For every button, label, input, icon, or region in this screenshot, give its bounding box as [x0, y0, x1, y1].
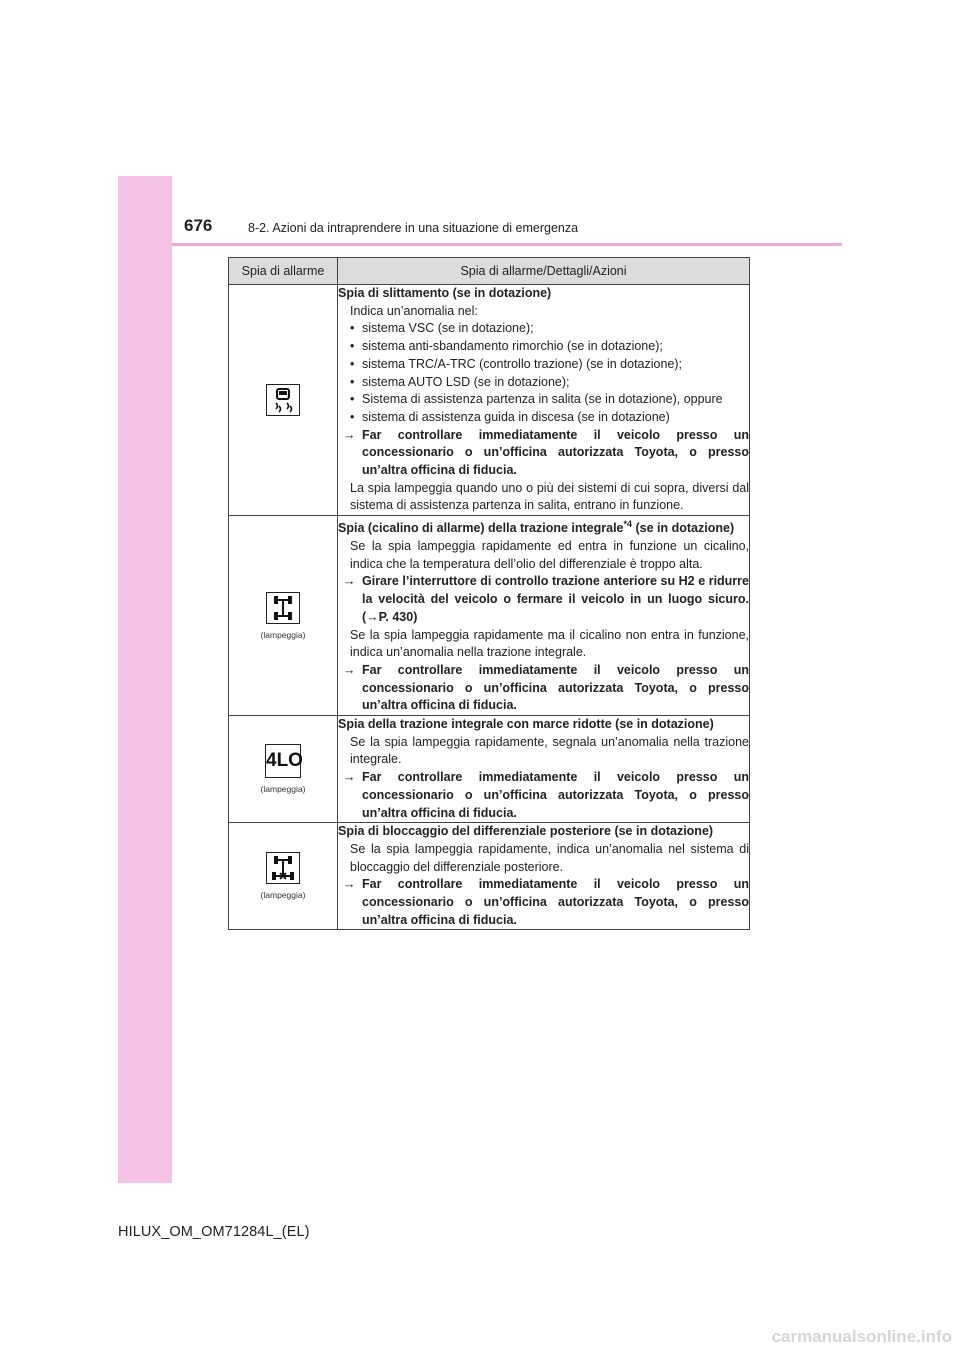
list-item: • sistema AUTO LSD (se in dotazione);: [350, 374, 749, 392]
icon-cell: [229, 716, 338, 823]
arrow-icon: →: [343, 662, 356, 677]
header-rule: [172, 243, 842, 246]
table-row: [229, 285, 750, 516]
warning-description: Indica un’anomalia nel:: [350, 303, 478, 318]
column-header-light: Spia di allarme: [229, 258, 338, 285]
action-item: [338, 876, 749, 929]
action-text: Far controllare immediatamente il veicolo presso un concessionario o un’officina autorizzata Toyota, o presso un’altra officina di fiducia.: [362, 877, 749, 927]
blink-label: (lampeggia): [260, 784, 306, 795]
footnote-ref: *4: [623, 519, 633, 530]
action-text: Far controllare immediatamente il veicolo presso un concessionario o un’officina autorizzata Toyota, o presso un’altra officina di fiducia.: [362, 427, 749, 478]
arrow-icon: →: [343, 427, 356, 442]
page-number: 676: [184, 216, 213, 235]
table-row: [229, 823, 750, 930]
list-item: • sistema VSC (se in dotazione);: [350, 320, 749, 338]
details-cell: [338, 716, 750, 823]
warning-title: Spia di slittamento (se in dotazione): [338, 286, 552, 300]
rear-diff-lock-icon: [266, 852, 300, 884]
warning-title: Spia della trazione integrale con marce ridotte (se in dotazione): [338, 717, 714, 732]
warning-title: [338, 516, 749, 538]
blink-label: (lampeggia): [260, 629, 306, 640]
column-header-details: Spia di allarme/Dettagli/Azioni: [338, 258, 750, 285]
4lo-indicator-icon: 4LO: [265, 744, 301, 778]
arrow-icon: →: [343, 574, 356, 589]
section-title: 8-2. Azioni da intraprendere in una situazione di emergenza: [248, 221, 579, 235]
action-item: [338, 427, 749, 480]
slip-indicator-icon: [266, 384, 300, 416]
icon-cell: [229, 823, 338, 930]
table-row: [229, 716, 750, 823]
action-text: Girare l’interruttore di controllo trazione anteriore su H2 e ridurre la velocità del veicolo o fermare il veicolo in un luogo sicuro. (: [362, 574, 749, 624]
arrow-icon: →: [343, 770, 356, 785]
arrow-icon: →: [343, 877, 356, 892]
warning-title-suffix: (se in dotazione): [632, 521, 735, 536]
blink-label: (lampeggia): [260, 890, 306, 901]
list-item: • sistema anti-sbandamento rimorchio (se in dotazione);: [350, 338, 749, 356]
action-item: [338, 769, 749, 822]
warning-title-text: Spia (cicalino di allarme) della trazione integrale: [338, 521, 624, 536]
table-header-row: [229, 258, 750, 285]
watermark: carmanualsonline.info: [771, 1327, 952, 1346]
icon-cell: [229, 285, 338, 516]
page-reference: P. 430): [378, 609, 418, 624]
affected-systems-list: [338, 320, 749, 426]
details-cell: [338, 285, 750, 516]
warning-description: Se la spia lampeggia rapidamente ma il cicalino non entra in funzione, indica un’anomalia nella trazione integrale.: [350, 627, 749, 660]
warning-title: Spia di bloccaggio del differenziale posteriore (se in dotazione): [338, 824, 714, 839]
document-code: HILUX_OM_OM71284L_(EL): [118, 1224, 310, 1240]
list-item: • sistema TRC/A-TRC (controllo trazione) (se in dotazione);: [350, 356, 749, 374]
warning-description: Se la spia lampeggia rapidamente, segnala un’anomalia nella trazione integrale.: [350, 734, 749, 767]
4wd-indicator-icon: [266, 592, 300, 624]
action-item: [338, 573, 749, 626]
action-item: [338, 662, 749, 715]
action-text: Far controllare immediatamente il veicolo presso un concessionario o un’officina autorizzata Toyota, o presso un’altra officina di fiducia.: [362, 662, 749, 713]
list-item: • sistema di assistenza guida in discesa (se in dotazione): [350, 409, 749, 427]
warning-description: Se la spia lampeggia rapidamente ed entra in funzione un cicalino, indica che la temperatura dell’olio del differenziale è troppo alta.: [350, 539, 749, 571]
list-item: • Sistema di assistenza partenza in salita (se in dotazione), oppure: [350, 391, 749, 409]
warning-description: Se la spia lampeggia rapidamente, indica un’anomalia nel sistema di bloccaggio del differenziale posteriore.: [350, 841, 749, 874]
warning-lights-table: [228, 257, 750, 930]
chapter-side-strip: [118, 176, 172, 1183]
icon-cell: [229, 516, 338, 716]
warning-note: La spia lampeggia quando uno o più dei sistemi di cui sopra, diversi dal sistema di assistenza partenza in salita, entrano in funzione.: [350, 480, 749, 513]
details-cell: [338, 823, 750, 930]
details-cell: [338, 516, 750, 716]
arrow-icon: →: [366, 609, 379, 624]
table-row: [229, 516, 750, 716]
action-text: Far controllare immediatamente il veicolo presso un concessionario o un’officina autorizzata Toyota, o presso un’altra officina di fiducia.: [362, 770, 749, 820]
